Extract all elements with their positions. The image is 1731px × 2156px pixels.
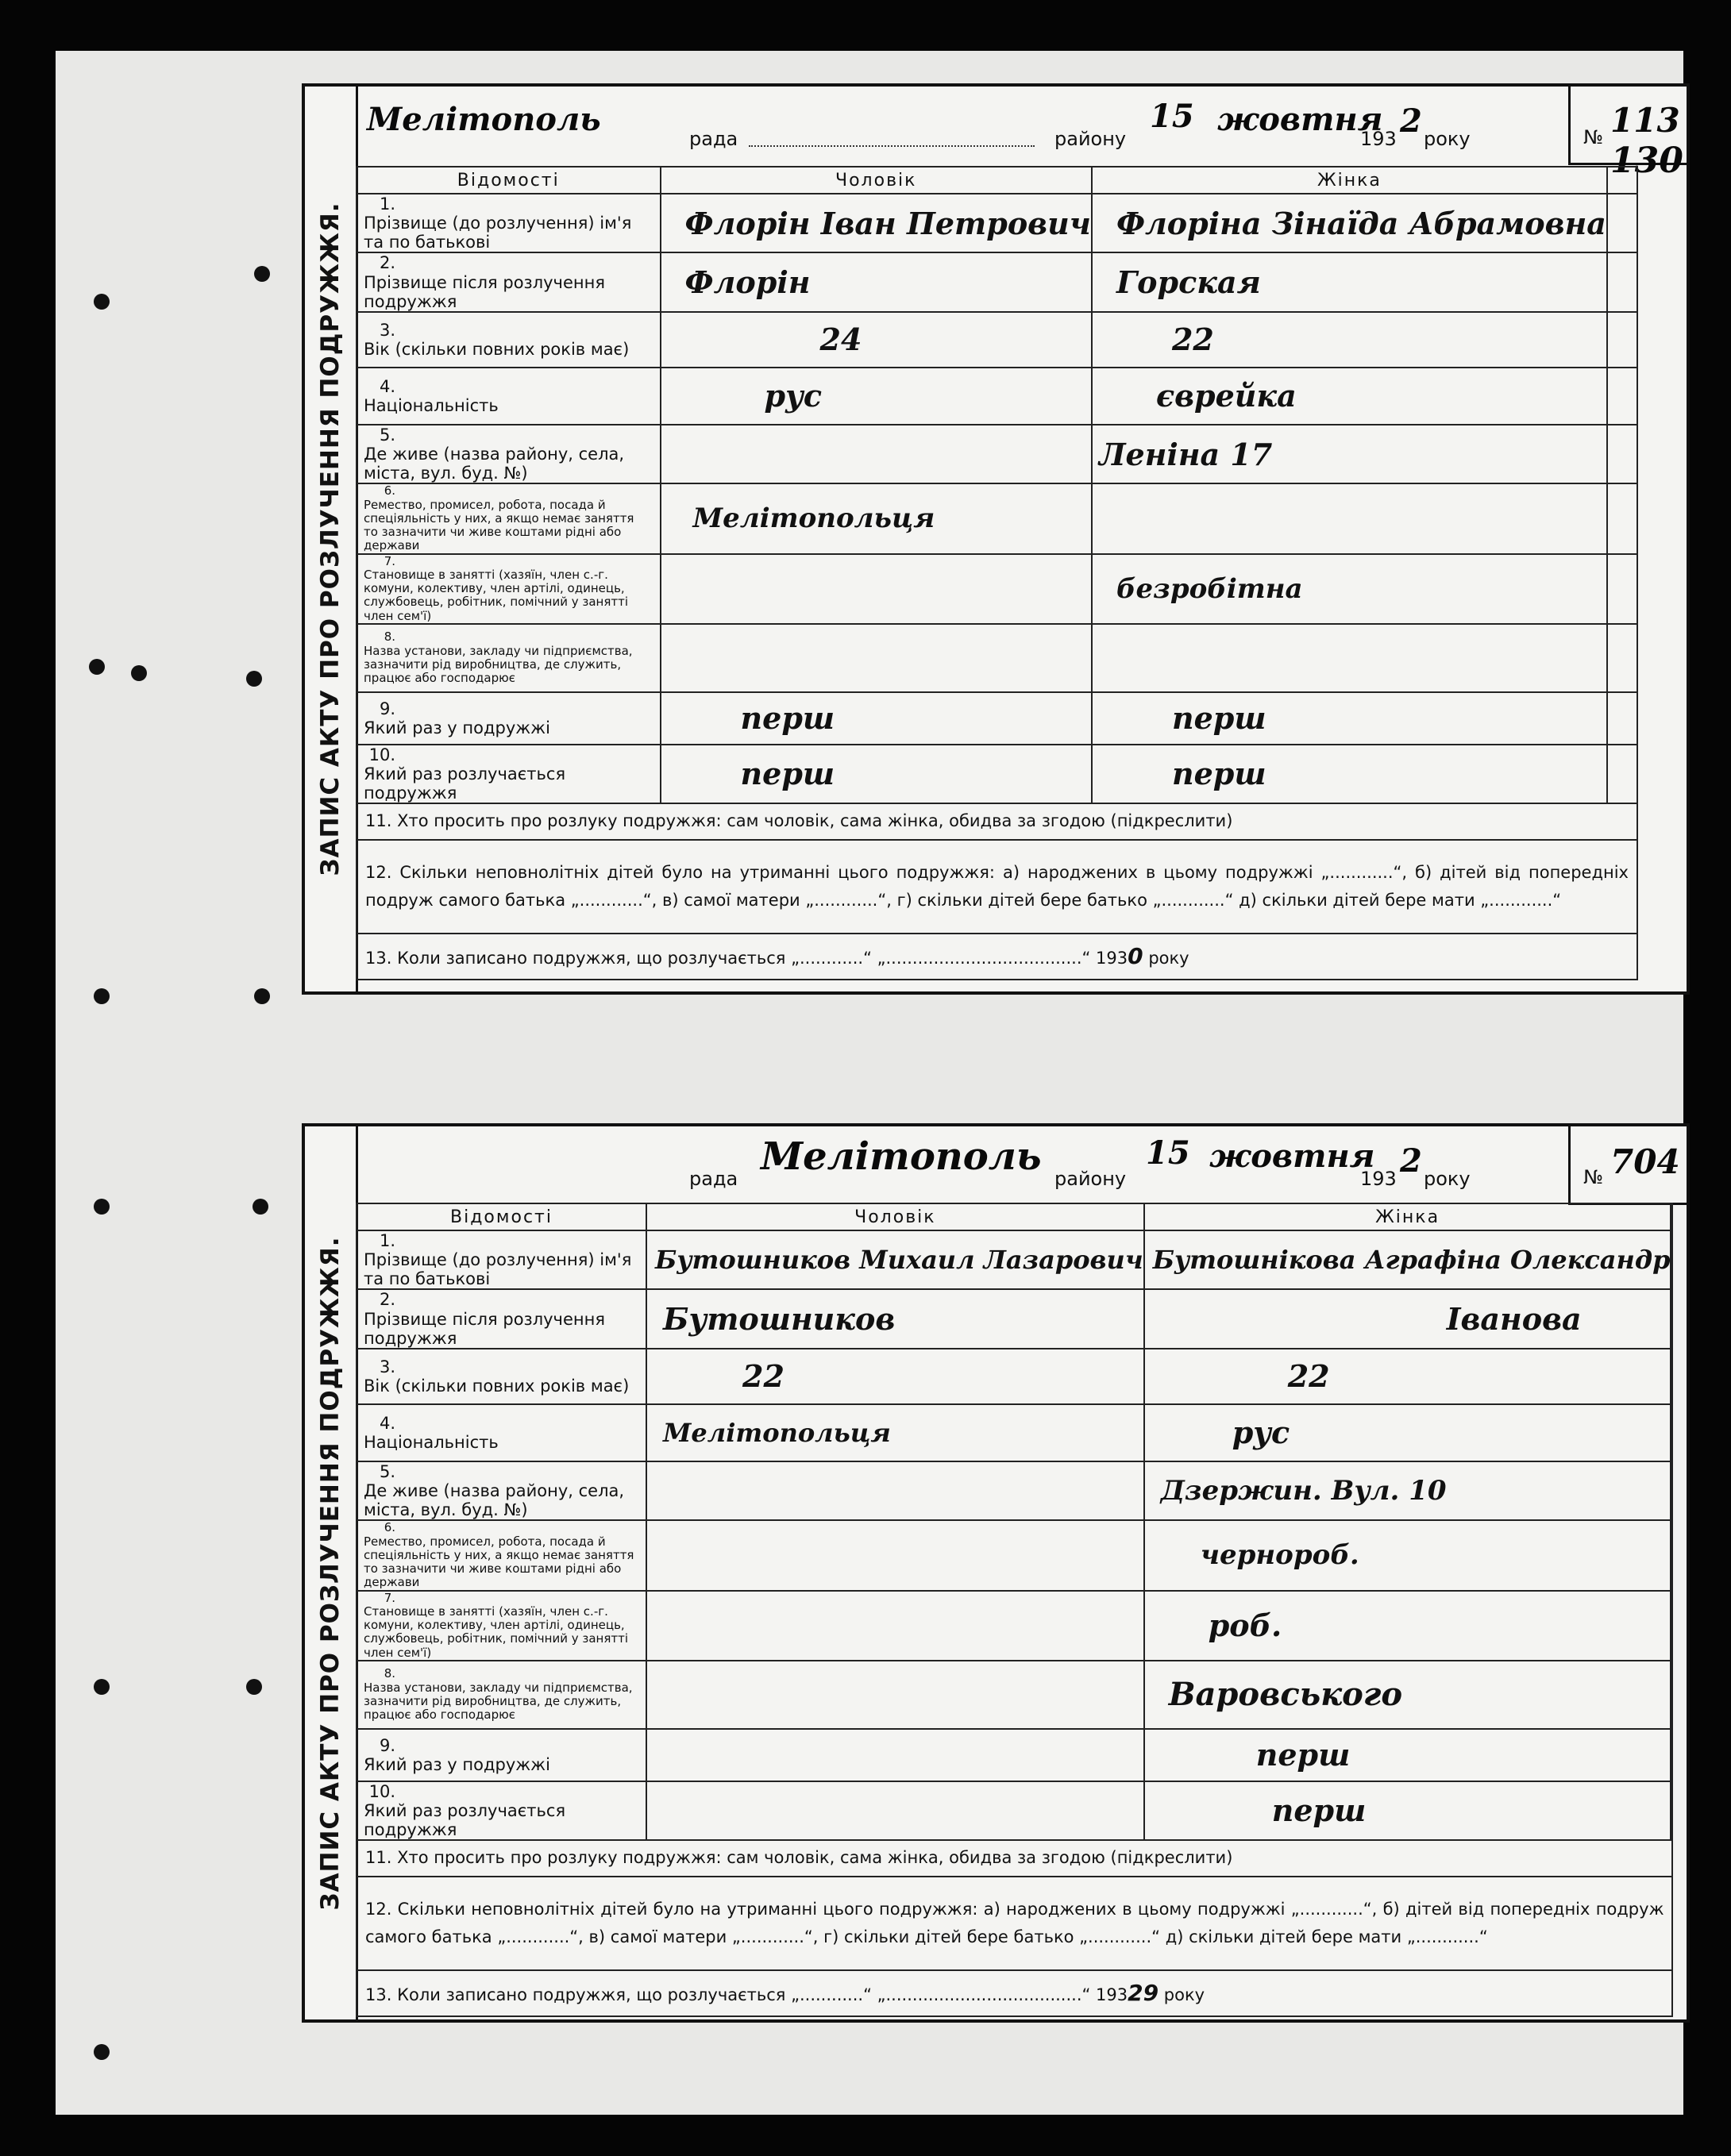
record-number-extra: 130 <box>1610 141 1683 181</box>
woman-address: Дзержин. Вул. 10 <box>1144 1461 1671 1520</box>
man-divorce-count: перш <box>661 745 1092 803</box>
form-header <box>356 1126 1687 1203</box>
year-prefix: 193 <box>1360 128 1397 150</box>
record-day: 15 <box>1146 1134 1190 1172</box>
row-label-3: 3.Вік (скільки повних років має) <box>357 312 661 368</box>
row-label-9: 9.Який раз у подружжі <box>357 1729 646 1781</box>
record-number-box <box>1568 87 1690 181</box>
row13-suffix: року <box>1163 1985 1205 2005</box>
woman-employer: Варовського <box>1144 1661 1671 1729</box>
man-status <box>661 554 1092 624</box>
col-header-man: Чоловік <box>646 1203 1144 1230</box>
row-label-10: 10.Який раз розлучається подружжя <box>357 1781 646 1840</box>
punch-hole <box>254 988 270 1004</box>
row-label-2: 2.Прізвище після розлучення подружжя <box>357 252 661 311</box>
man-age: 24 <box>661 312 1092 368</box>
man-surname-after: Флорін <box>661 252 1092 311</box>
man-divorce-count <box>646 1781 1144 1840</box>
rada-label: рада <box>689 128 738 150</box>
council-name: Мелітополь <box>761 1134 1042 1179</box>
row-label-8: 8.Назва установи, закладу чи підприємства, зазначити рід виробництва, де служить, працює або господарює <box>357 624 661 692</box>
row-label-2: 2.Прізвище після розлучення подружжя <box>357 1289 646 1348</box>
row-label-8: 8.Назва установи, закладу чи підприємства, зазначити рід виробництва, де служить, працює або господарює <box>357 1661 646 1729</box>
record-number: 113 <box>1610 101 1680 140</box>
side-title: ЗАПИС АКТУ ПРО РОЗЛУЧЕННЯ ПОДРУЖЖЯ. <box>305 1126 358 2019</box>
woman-age: 22 <box>1144 1349 1671 1404</box>
woman-divorce-count: перш <box>1092 745 1607 803</box>
man-occupation: Мелітопольця <box>661 483 1092 553</box>
row13-prefix: 13. Коли записано подружжя, що розлучається „............“ „.....................................“ 193 <box>365 1985 1128 2005</box>
row-label-5: 5.Де живе (назва району, села, міста, вул. буд. №) <box>357 1461 646 1520</box>
man-name: Флорін Іван Петрович <box>661 194 1092 252</box>
year-digit: 2 <box>1400 102 1422 140</box>
man-status <box>646 1591 1144 1661</box>
woman-surname-after: Горская <box>1092 252 1607 311</box>
woman-employer <box>1092 624 1607 692</box>
side-title: ЗАПИС АКТУ ПРО РОЗЛУЧЕННЯ ПОДРУЖЖЯ. <box>305 87 358 991</box>
council-name: Мелітополь <box>367 101 601 138</box>
row-12: 12. Скільки неповнолітніх дітей було на утриманні цього подружжя: а) народжених в цьому подружжі „............“, б) дітей від попередніх подруж самого батька „............“, в) самої матери „............“, г) скільки дітей бере батько „............“ д) скільки дітей бере мати „............“ <box>357 840 1637 934</box>
punch-hole <box>253 1199 268 1215</box>
row-label-3: 3.Вік (скільки повних років має) <box>357 1349 646 1404</box>
punch-hole <box>254 266 270 282</box>
woman-occupation <box>1092 483 1607 553</box>
row13-suffix: року <box>1148 949 1189 968</box>
woman-nationality: рус <box>1144 1404 1671 1461</box>
punch-hole <box>246 671 262 687</box>
man-marriage-count <box>646 1729 1144 1781</box>
record-day: 15 <box>1150 98 1194 135</box>
record-number-box <box>1568 1126 1690 1205</box>
man-age: 22 <box>646 1349 1144 1404</box>
col-header-man: Чоловік <box>661 167 1092 194</box>
rayonu-label: району <box>1054 1168 1127 1190</box>
man-marriage-count: перш <box>661 692 1092 745</box>
man-address <box>661 425 1092 483</box>
year-digit: 2 <box>1400 1142 1422 1180</box>
row-label-10: 10.Який раз розлучається подружжя <box>357 745 661 803</box>
col-header-woman: Жінка <box>1144 1203 1671 1230</box>
woman-age: 22 <box>1092 312 1607 368</box>
record-number: 704 <box>1610 1142 1680 1181</box>
woman-status: роб. <box>1144 1591 1671 1661</box>
row-label-6: 6.Ремество, промисел, робота, посада й спеціяльність у них, а якщо немає заняття то зазначити чи живе коштами рідні або держави <box>357 1520 646 1590</box>
row-label-6: 6.Ремество, промисел, робота, посада й спеціяльність у них, а якщо немає заняття то зазначити чи живе коштами рідні або держави <box>357 483 661 553</box>
record-table-2 <box>356 1203 1673 2017</box>
record-form-2 <box>302 1123 1690 2023</box>
woman-nationality: єврейка <box>1092 368 1607 425</box>
woman-marriage-count: перш <box>1144 1729 1671 1781</box>
row-label-7: 7.Становище в занятті (хазяїн, член с.-г. комуни, колективу, член артілі, одинець, службовець, робітник, помічний у занятті член сем'ї) <box>357 554 661 624</box>
roku-label: року <box>1424 128 1471 150</box>
row13-year-digit: 29 <box>1128 1980 1159 2007</box>
row-label-7: 7.Становище в занятті (хазяїн, член с.-г. комуни, колективу, член артілі, одинець, службовець, робітник, помічний у занятті член сем'ї) <box>357 1591 646 1661</box>
row-11: 11. Хто просить про розлуку подружжя: сам чоловік, сама жінка, обидва за згодою (підкреслити) <box>357 1840 1672 1877</box>
row-label-1: 1.Прізвище (до розлучення) ім'я та по батькові <box>357 194 661 252</box>
rayonu-label: району <box>1054 128 1127 150</box>
woman-divorce-count: перш <box>1144 1781 1671 1840</box>
man-name: Бутошников Михаил Лазарович <box>646 1230 1144 1289</box>
row-label-5: 5.Де живе (назва району, села, міста, вул. буд. №) <box>357 425 661 483</box>
man-employer <box>646 1661 1144 1729</box>
row13-prefix: 13. Коли записано подружжя, що розлучається „............“ „.....................................“ 193 <box>365 949 1128 968</box>
punch-hole <box>246 1679 262 1695</box>
number-sign: № <box>1583 126 1603 148</box>
man-employer <box>661 624 1092 692</box>
number-sign: № <box>1583 1166 1603 1188</box>
row-label-4: 4.Національність <box>357 1404 646 1461</box>
punch-hole <box>94 988 110 1004</box>
record-form-1 <box>302 83 1690 995</box>
punch-hole <box>94 1199 110 1215</box>
punch-hole <box>94 2044 110 2060</box>
col-header-info: Відомості <box>357 1203 646 1230</box>
rada-label: рада <box>689 1168 738 1190</box>
roku-label: року <box>1424 1168 1471 1190</box>
record-table-1 <box>356 166 1638 980</box>
punch-hole <box>131 665 147 681</box>
woman-name: Бутошнікова Аграфіна Олександр <box>1144 1230 1671 1289</box>
punch-hole <box>94 1679 110 1695</box>
woman-occupation: чернороб. <box>1144 1520 1671 1590</box>
row-label-4: 4.Національність <box>357 368 661 425</box>
woman-status: безробітна <box>1092 554 1607 624</box>
row13-year-digit: 0 <box>1128 943 1143 970</box>
punch-hole <box>89 659 105 675</box>
row-label-9: 9.Який раз у подружжі <box>357 692 661 745</box>
woman-surname-after: Іванова <box>1144 1289 1671 1348</box>
woman-address: Леніна 17 <box>1092 425 1607 483</box>
row-13 <box>357 934 1637 980</box>
man-nationality: рус <box>661 368 1092 425</box>
record-month: жовтня <box>1209 1138 1375 1175</box>
man-surname-after: Бутошников <box>646 1289 1144 1348</box>
row-label-1: 1.Прізвище (до розлучення) ім'я та по батькові <box>357 1230 646 1289</box>
man-address <box>646 1461 1144 1520</box>
man-nationality: Мелітопольця <box>646 1404 1144 1461</box>
man-occupation <box>646 1520 1144 1590</box>
year-prefix: 193 <box>1360 1168 1397 1190</box>
row-13 <box>357 1970 1672 2016</box>
woman-marriage-count: перш <box>1092 692 1607 745</box>
col-header-woman: Жінка <box>1092 167 1607 194</box>
col-header-info: Відомості <box>357 167 661 194</box>
record-month: жовтня <box>1217 101 1383 138</box>
row-11: 11. Хто просить про розлуку подружжя: сам чоловік, сама жінка, обидва за згодою (підкреслити) <box>357 803 1637 840</box>
woman-name: Флоріна Зінаїда Абрамовна <box>1092 194 1607 252</box>
punch-hole <box>94 294 110 310</box>
row-12: 12. Скільки неповнолітніх дітей було на утриманні цього подружжя: а) народжених в цьому подружжі „............“, б) дітей від попередніх подруж самого батька „............“, в) самої матери „............“, г) скільки дітей бере батько „............“ д) скільки дітей бере мати „............“ <box>357 1877 1672 1970</box>
